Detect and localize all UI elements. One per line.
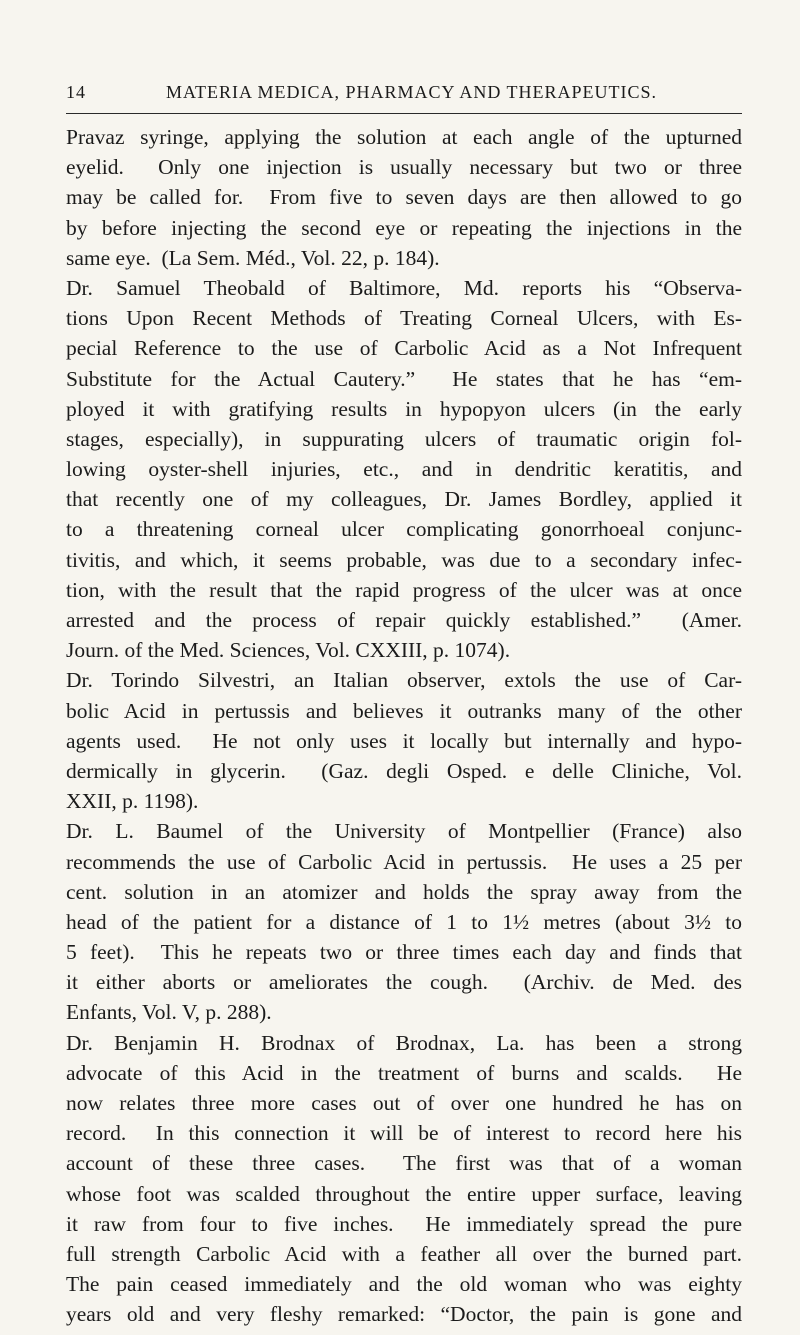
text-line: by before injecting the second eye or repeating the injections in the <box>66 215 742 240</box>
text-line: full strength Carbolic Acid with a feather all over the burned part. <box>66 1241 742 1266</box>
text-line: to a threatening corneal ulcer complicating gonorrhoeal conjunc- <box>66 517 742 542</box>
text-line: cent. solution in an atomizer and holds the spray away from the <box>66 879 742 904</box>
text-line: lowing oyster-shell injuries, etc., and in dendritic keratitis, and <box>66 457 742 482</box>
body-text <box>66 122 742 1330</box>
text-line: record. In this connection it will be of interest to record here his <box>66 1121 742 1146</box>
text-line: eyelid. Only one injection is usually necessary but two or three <box>66 155 742 180</box>
page-number: 14 <box>66 82 86 102</box>
text-line: whose foot was scalded throughout the entire upper surface, leaving <box>66 1181 742 1206</box>
text-line: tion, with the result that the rapid progress of the ulcer was at once <box>66 577 742 602</box>
text-line: stages, especially), in suppurating ulcers of traumatic origin fol- <box>66 426 742 451</box>
text-line: recommends the use of Carbolic Acid in pertussis. He uses a 25 per <box>66 849 742 874</box>
text-line: it either aborts or ameliorates the cough. (Archiv. de Med. des <box>66 970 742 995</box>
text-line: Dr. Benjamin H. Brodnax of Brodnax, La. has been a strong <box>66 1030 742 1055</box>
header-rule <box>66 113 742 114</box>
text-line: Pravaz syringe, applying the solution at each angle of the upturned <box>66 125 742 149</box>
text-line: 5 feet). This he repeats two or three times each day and finds that <box>66 940 742 965</box>
text-line: bolic Acid in pertussis and believes it outranks many of the other <box>66 698 742 723</box>
text-line: tivitis, and which, it seems probable, was due to a secondary infec- <box>66 547 742 572</box>
text-line: agents used. He not only uses it locally but internally and hypo- <box>66 728 742 753</box>
text-line: XXII, p. 1198). <box>66 789 199 814</box>
text-line: Enfants, Vol. V, p. 288). <box>66 1000 272 1025</box>
text-line: Journ. of the Med. Sciences, Vol. CXXIII, p. 1074). <box>66 638 511 663</box>
page-header <box>66 78 742 106</box>
text-line: it raw from four to five inches. He immediately spread the pure <box>66 1211 742 1236</box>
text-line: same eye. (La Sem. Méd., Vol. 22, p. 184). <box>66 245 440 270</box>
text-line: dermically in glycerin. (Gaz. degli Osped. e delle Cliniche, Vol. <box>66 758 742 783</box>
text-line: tions Upon Recent Methods of Treating Corneal Ulcers, with Es- <box>66 306 742 331</box>
running-title: MATERIA MEDICA, PHARMACY AND THERAPEUTICS. <box>166 82 658 102</box>
text-line: The pain ceased immediately and the old woman who was eighty <box>66 1272 742 1297</box>
text-line: Substitute for the Actual Cautery.” He states that he has “em- <box>66 366 742 391</box>
text-line: advocate of this Acid in the treatment of burns and scalds. He <box>66 1060 742 1085</box>
text-line: account of these three cases. The first was that of a woman <box>66 1151 742 1176</box>
text-line: arrested and the process of repair quickly established.” (Amer. <box>66 608 742 632</box>
text-line: that recently one of my colleagues, Dr. James Bordley, applied it <box>66 487 742 512</box>
text-line: head of the patient for a distance of 1 to 1½ metres (about 3½ to <box>66 909 742 934</box>
text-line: years old and very fleshy remarked: “Doctor, the pain is gone and <box>66 1302 742 1327</box>
text-line: pecial Reference to the use of Carbolic Acid as a Not Infrequent <box>66 336 742 361</box>
text-line: ployed it with gratifying results in hypopyon ulcers (in the early <box>66 396 742 421</box>
text-line: Dr. Samuel Theobald of Baltimore, Md. reports his “Observa- <box>66 275 742 300</box>
text-line: may be called for. From five to seven days are then allowed to go <box>66 185 742 210</box>
text-line: now relates three more cases out of over one hundred he has on <box>66 1091 742 1115</box>
text-line: Dr. Torindo Silvestri, an Italian observer, extols the use of Car- <box>66 668 742 693</box>
text-line: Dr. L. Baumel of the University of Montpellier (France) also <box>66 819 742 844</box>
